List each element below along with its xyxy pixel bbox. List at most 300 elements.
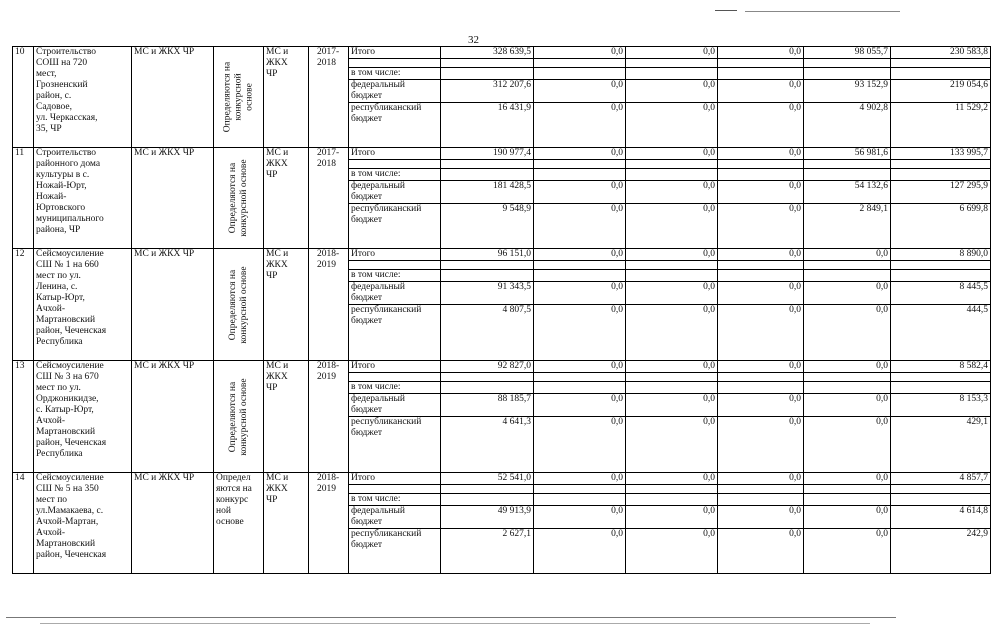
project-index	[13, 361, 34, 473]
amount-cell: 0,0	[534, 103, 626, 148]
funding-source-label	[349, 160, 441, 169]
selection-method-line: Определяются на	[227, 269, 238, 340]
executor-line: ЧР	[266, 170, 278, 180]
amount-cell	[626, 59, 718, 68]
period	[309, 361, 349, 473]
amount-cell	[534, 373, 626, 382]
funding-source-label	[349, 485, 441, 494]
project-name-line: 35, ЧР	[36, 124, 62, 134]
scan-artifact-bottom	[6, 617, 896, 618]
amount-cell: 4 614,8	[891, 506, 991, 529]
amount-cell	[891, 382, 991, 394]
amount-cell: 0,0	[626, 181, 718, 204]
table-row	[13, 249, 991, 261]
amount-cell: 0,0	[626, 103, 718, 148]
project-name-line: СШ № 1 на 660	[36, 260, 99, 270]
amount-cell: 8 445,5	[891, 282, 991, 305]
project-index	[13, 47, 34, 148]
amount-cell: 0,0	[534, 204, 626, 249]
amount-cell	[718, 160, 804, 169]
project-index-text: 12	[15, 249, 25, 259]
period	[309, 473, 349, 574]
amount-cell	[441, 494, 534, 506]
amount-cell: 0,0	[718, 181, 804, 204]
table-row	[13, 473, 991, 485]
amount-cell	[441, 59, 534, 68]
selection-method-line: ной	[216, 506, 231, 516]
executor-line: ЧР	[266, 383, 278, 393]
project-name-line: Ачхой-	[36, 528, 66, 538]
amount-cell	[534, 494, 626, 506]
amount-cell	[804, 382, 891, 394]
amount-cell: 190 977,4	[441, 148, 534, 160]
executor-line: ЖКХ	[266, 484, 288, 494]
amount-cell: 91 343,5	[441, 282, 534, 305]
project-index-text: 14	[15, 473, 25, 483]
funding-source-label	[349, 59, 441, 68]
amount-cell	[441, 68, 534, 80]
amount-cell	[626, 169, 718, 181]
amount-cell: 0,0	[718, 506, 804, 529]
project-name-line: СОШ на 720	[36, 58, 88, 68]
amount-cell	[626, 494, 718, 506]
funding-source-label: республиканский бюджет	[349, 529, 441, 574]
amount-cell: 49 913,9	[441, 506, 534, 529]
amount-cell	[626, 68, 718, 80]
amount-cell: 127 295,9	[891, 181, 991, 204]
amount-cell: 2 627,1	[441, 529, 534, 574]
selection-method-line: конкурсной основе	[238, 159, 249, 237]
amount-cell: 0,0	[718, 47, 804, 59]
selection-method-line: Определ	[216, 473, 251, 483]
amount-cell: 0,0	[626, 506, 718, 529]
amount-cell: 56 981,6	[804, 148, 891, 160]
executor-line: ЖКХ	[266, 58, 288, 68]
amount-cell: 0,0	[626, 529, 718, 574]
amount-cell	[804, 373, 891, 382]
amount-cell: 0,0	[534, 394, 626, 417]
selection-method-rotated	[228, 378, 250, 455]
amount-cell: 8 582,4	[891, 361, 991, 373]
executor-line: ЧР	[266, 495, 278, 505]
amount-cell	[534, 270, 626, 282]
amount-cell: 0,0	[534, 249, 626, 261]
selection-method-rotated	[222, 62, 255, 132]
project-name-line: Сейсмоусиление	[36, 361, 104, 371]
project-name-line: Ачхой-	[36, 416, 66, 426]
customer-text: МС и ЖКХ ЧР	[134, 148, 195, 158]
amount-cell	[441, 485, 534, 494]
amount-cell: 0,0	[804, 282, 891, 305]
amount-cell: 0,0	[718, 148, 804, 160]
customer-text: МС и ЖКХ ЧР	[134, 47, 195, 57]
project-index	[13, 473, 34, 574]
amount-cell: 328 639,5	[441, 47, 534, 59]
amount-cell: 0,0	[804, 506, 891, 529]
amount-cell	[804, 160, 891, 169]
project-name-line: район, с.	[36, 91, 72, 101]
project-name-line: СШ № 3 на 670	[36, 372, 99, 382]
amount-cell: 242,9	[891, 529, 991, 574]
executor-line: ЖКХ	[266, 372, 288, 382]
customer-text: МС и ЖКХ ЧР	[134, 249, 195, 259]
amount-cell: 0,0	[626, 148, 718, 160]
funding-source-label: республиканский бюджет	[349, 305, 441, 361]
project-name-line: муниципального	[36, 214, 104, 224]
project-name	[34, 47, 132, 148]
amount-cell: 0,0	[718, 80, 804, 103]
table-row	[13, 361, 991, 373]
amount-cell	[626, 261, 718, 270]
project-index-text: 13	[15, 361, 25, 371]
funding-source-label: Итого	[349, 361, 441, 373]
period-line: 2019	[317, 260, 336, 270]
amount-cell	[718, 169, 804, 181]
amount-cell	[804, 68, 891, 80]
amount-cell: 16 431,9	[441, 103, 534, 148]
period	[309, 47, 349, 148]
amount-cell	[718, 373, 804, 382]
amount-cell	[718, 261, 804, 270]
funding-source-label: федеральный бюджет	[349, 394, 441, 417]
project-name-line: Республика	[36, 337, 83, 347]
amount-cell: 133 995,7	[891, 148, 991, 160]
customer	[132, 47, 214, 148]
amount-cell: 181 428,5	[441, 181, 534, 204]
selection-method-line: конкурсной	[233, 73, 243, 121]
amount-cell	[891, 270, 991, 282]
amount-cell: 0,0	[626, 473, 718, 485]
amount-cell: 429,1	[891, 417, 991, 473]
selection-method-line: основе	[216, 517, 244, 527]
funding-source-label: в том числе:	[349, 494, 441, 506]
project-name-line: ул.Мамакаева, с.	[36, 506, 104, 516]
amount-cell: 0,0	[804, 249, 891, 261]
funding-source-label: в том числе:	[349, 382, 441, 394]
executor-line: ЧР	[266, 69, 278, 79]
amount-cell: 0,0	[804, 305, 891, 361]
project-name-line: Сейсмоусиление	[36, 249, 104, 259]
amount-cell: 0,0	[534, 148, 626, 160]
project-name-line: районного дома	[36, 159, 101, 169]
period-line: 2018-	[317, 473, 340, 483]
selection-method	[214, 148, 264, 249]
executor	[264, 361, 309, 473]
project-name-line: культуры в с.	[36, 170, 90, 180]
period-line: 2019	[317, 484, 336, 494]
amount-cell: 93 152,9	[804, 80, 891, 103]
funding-source-label: Итого	[349, 148, 441, 160]
selection-method	[214, 249, 264, 361]
amount-cell: 0,0	[718, 305, 804, 361]
amount-cell: 444,5	[891, 305, 991, 361]
amount-cell	[534, 59, 626, 68]
project-name-line: Строительство	[36, 148, 97, 158]
amount-cell	[534, 169, 626, 181]
amount-cell	[891, 494, 991, 506]
amount-cell	[534, 160, 626, 169]
budget-table	[12, 46, 991, 574]
amount-cell	[804, 485, 891, 494]
amount-cell: 4 807,5	[441, 305, 534, 361]
project-name-line: Мартановский	[36, 315, 96, 325]
funding-source-label: федеральный бюджет	[349, 181, 441, 204]
customer	[132, 473, 214, 574]
project-name-line: район, Чеченская	[36, 326, 107, 336]
amount-cell: 0,0	[534, 305, 626, 361]
project-index-text: 10	[15, 47, 25, 57]
amount-cell	[891, 160, 991, 169]
selection-method	[214, 47, 264, 148]
selection-method-line: конкурсной основе	[238, 377, 249, 456]
amount-cell	[626, 160, 718, 169]
executor-line: ЧР	[266, 271, 278, 281]
amount-cell: 0,0	[718, 473, 804, 485]
amount-cell: 0,0	[804, 361, 891, 373]
amount-cell: 4 641,3	[441, 417, 534, 473]
amount-cell: 0,0	[718, 529, 804, 574]
period	[309, 148, 349, 249]
amount-cell: 0,0	[626, 80, 718, 103]
funding-source-label: Итого	[349, 249, 441, 261]
project-name-line: Ножай-	[36, 192, 67, 202]
funding-source-label	[349, 261, 441, 270]
selection-method-rotated	[228, 266, 250, 343]
funding-source-label: Итого	[349, 473, 441, 485]
period-line: 2017-	[317, 148, 340, 158]
amount-cell: 0,0	[534, 529, 626, 574]
amount-cell: 6 699,8	[891, 204, 991, 249]
scan-artifact-top	[745, 11, 900, 12]
executor	[264, 148, 309, 249]
amount-cell	[441, 160, 534, 169]
project-name-line: Орджоникидзе,	[36, 394, 99, 404]
selection-method	[214, 473, 264, 574]
project-name-line: района, ЧР	[36, 225, 81, 235]
table-row	[13, 47, 991, 59]
amount-cell	[441, 270, 534, 282]
amount-cell: 230 583,8	[891, 47, 991, 59]
project-name-line: Ачхой-	[36, 304, 66, 314]
amount-cell: 0,0	[626, 361, 718, 373]
amount-cell: 0,0	[534, 506, 626, 529]
amount-cell	[718, 59, 804, 68]
amount-cell	[441, 169, 534, 181]
funding-source-label: республиканский бюджет	[349, 417, 441, 473]
amount-cell	[718, 494, 804, 506]
amount-cell: 8 153,3	[891, 394, 991, 417]
executor	[264, 249, 309, 361]
selection-method-line: конкурс	[216, 495, 249, 505]
amount-cell	[891, 59, 991, 68]
amount-cell	[441, 382, 534, 394]
selection-method-line: основе	[244, 83, 254, 111]
executor-line: ЖКХ	[266, 159, 288, 169]
amount-cell: 8 890,0	[891, 249, 991, 261]
amount-cell	[441, 373, 534, 382]
amount-cell: 0,0	[804, 394, 891, 417]
amount-cell: 4 857,7	[891, 473, 991, 485]
customer-text: МС и ЖКХ ЧР	[134, 473, 195, 483]
amount-cell: 312 207,6	[441, 80, 534, 103]
executor	[264, 47, 309, 148]
amount-cell: 0,0	[718, 103, 804, 148]
amount-cell: 0,0	[626, 417, 718, 473]
funding-source-label: в том числе:	[349, 270, 441, 282]
project-index-text: 11	[15, 148, 25, 158]
project-name-line: Сейсмоусиление	[36, 473, 104, 483]
customer	[132, 361, 214, 473]
amount-cell	[718, 270, 804, 282]
page-number: 32	[468, 34, 479, 46]
amount-cell	[534, 485, 626, 494]
funding-source-label	[349, 373, 441, 382]
amount-cell	[804, 59, 891, 68]
project-name-line: СШ № 5 на 350	[36, 484, 99, 494]
amount-cell: 54 132,6	[804, 181, 891, 204]
project-name-line: с. Катыр-Юрт,	[36, 405, 94, 415]
amount-cell: 0,0	[534, 473, 626, 485]
executor-line: МС и	[266, 361, 289, 371]
funding-source-label: федеральный бюджет	[349, 80, 441, 103]
funding-source-label: Итого	[349, 47, 441, 59]
amount-cell	[891, 373, 991, 382]
amount-cell: 52 541,0	[441, 473, 534, 485]
selection-method-rotated	[228, 159, 250, 236]
customer	[132, 148, 214, 249]
customer-text: МС и ЖКХ ЧР	[134, 361, 195, 371]
executor-line: МС и	[266, 148, 289, 158]
amount-cell: 2 849,1	[804, 204, 891, 249]
project-name-line: Грозненский	[36, 80, 88, 90]
amount-cell: 0,0	[718, 204, 804, 249]
project-name	[34, 473, 132, 574]
period	[309, 249, 349, 361]
table-row	[13, 148, 991, 160]
project-index	[13, 148, 34, 249]
amount-cell: 0,0	[718, 361, 804, 373]
amount-cell: 0,0	[718, 282, 804, 305]
project-name-line: мест по ул.	[36, 271, 81, 281]
executor-line: ЖКХ	[266, 260, 288, 270]
amount-cell: 92 827,0	[441, 361, 534, 373]
amount-cell: 88 185,7	[441, 394, 534, 417]
amount-cell	[804, 169, 891, 181]
funding-source-label: республиканский бюджет	[349, 103, 441, 148]
period-line: 2018-	[317, 249, 340, 259]
project-name-line: Катыр-Юрт,	[36, 293, 85, 303]
project-name-line: Юртовского	[36, 203, 86, 213]
amount-cell	[626, 485, 718, 494]
amount-cell	[718, 382, 804, 394]
amount-cell: 0,0	[804, 417, 891, 473]
amount-cell	[626, 382, 718, 394]
project-index	[13, 249, 34, 361]
amount-cell: 98 055,7	[804, 47, 891, 59]
amount-cell: 219 054,6	[891, 80, 991, 103]
project-name-line: ул. Черкасская,	[36, 113, 98, 123]
period-line: 2019	[317, 372, 336, 382]
amount-cell: 0,0	[626, 249, 718, 261]
period-line: 2018	[317, 159, 336, 169]
amount-cell	[718, 68, 804, 80]
amount-cell: 0,0	[534, 282, 626, 305]
project-name	[34, 361, 132, 473]
selection-method-line: Определяются на	[222, 61, 232, 133]
customer	[132, 249, 214, 361]
amount-cell	[534, 261, 626, 270]
amount-cell: 96 151,0	[441, 249, 534, 261]
project-name-line: район, Чеченская	[36, 438, 107, 448]
period-line: 2018-	[317, 361, 340, 371]
project-name-line: мест,	[36, 69, 57, 79]
project-name-line: Ачхой-Мартан,	[36, 517, 99, 527]
amount-cell: 0,0	[626, 305, 718, 361]
funding-source-label: федеральный бюджет	[349, 506, 441, 529]
project-name-line: Садовое,	[36, 102, 73, 112]
project-name-line: Строительство	[36, 47, 97, 57]
amount-cell	[534, 68, 626, 80]
selection-method-line: яются на	[216, 484, 252, 494]
amount-cell	[718, 485, 804, 494]
period-line: 2018	[317, 58, 336, 68]
amount-cell: 0,0	[626, 204, 718, 249]
funding-source-label: республиканский бюджет	[349, 204, 441, 249]
project-name-line: район, Чеченская	[36, 550, 107, 560]
project-name-line: Ножай-Юрт,	[36, 181, 87, 191]
amount-cell: 0,0	[534, 47, 626, 59]
project-name	[34, 249, 132, 361]
project-name	[34, 148, 132, 249]
selection-method	[214, 361, 264, 473]
selection-method-line: конкурсной основе	[238, 265, 249, 344]
amount-cell: 0,0	[718, 394, 804, 417]
funding-source-label: в том числе:	[349, 68, 441, 80]
amount-cell: 0,0	[626, 394, 718, 417]
amount-cell	[626, 373, 718, 382]
scan-artifact-bottom	[40, 623, 870, 624]
project-name-line: Мартановский	[36, 539, 96, 549]
amount-cell: 0,0	[804, 473, 891, 485]
amount-cell: 0,0	[718, 417, 804, 473]
selection-method-line: Определяются на	[227, 162, 238, 234]
amount-cell	[626, 270, 718, 282]
selection-method-line: Определяются на	[227, 381, 238, 452]
project-name-line: Мартановский	[36, 427, 96, 437]
funding-source-label: федеральный бюджет	[349, 282, 441, 305]
amount-cell: 0,0	[626, 282, 718, 305]
amount-cell: 0,0	[534, 181, 626, 204]
amount-cell: 4 902,8	[804, 103, 891, 148]
amount-cell	[891, 169, 991, 181]
executor-line: МС и	[266, 249, 289, 259]
amount-cell	[804, 261, 891, 270]
project-name-line: мест по ул.	[36, 383, 81, 393]
amount-cell: 0,0	[718, 249, 804, 261]
amount-cell: 11 529,2	[891, 103, 991, 148]
amount-cell: 9 548,9	[441, 204, 534, 249]
amount-cell: 0,0	[534, 361, 626, 373]
amount-cell: 0,0	[626, 47, 718, 59]
amount-cell	[891, 68, 991, 80]
project-name-line: Ленина, с.	[36, 282, 78, 292]
amount-cell: 0,0	[534, 80, 626, 103]
amount-cell: 0,0	[804, 529, 891, 574]
project-name-line: мест по	[36, 495, 68, 505]
amount-cell	[804, 270, 891, 282]
amount-cell	[534, 382, 626, 394]
amount-cell	[441, 261, 534, 270]
